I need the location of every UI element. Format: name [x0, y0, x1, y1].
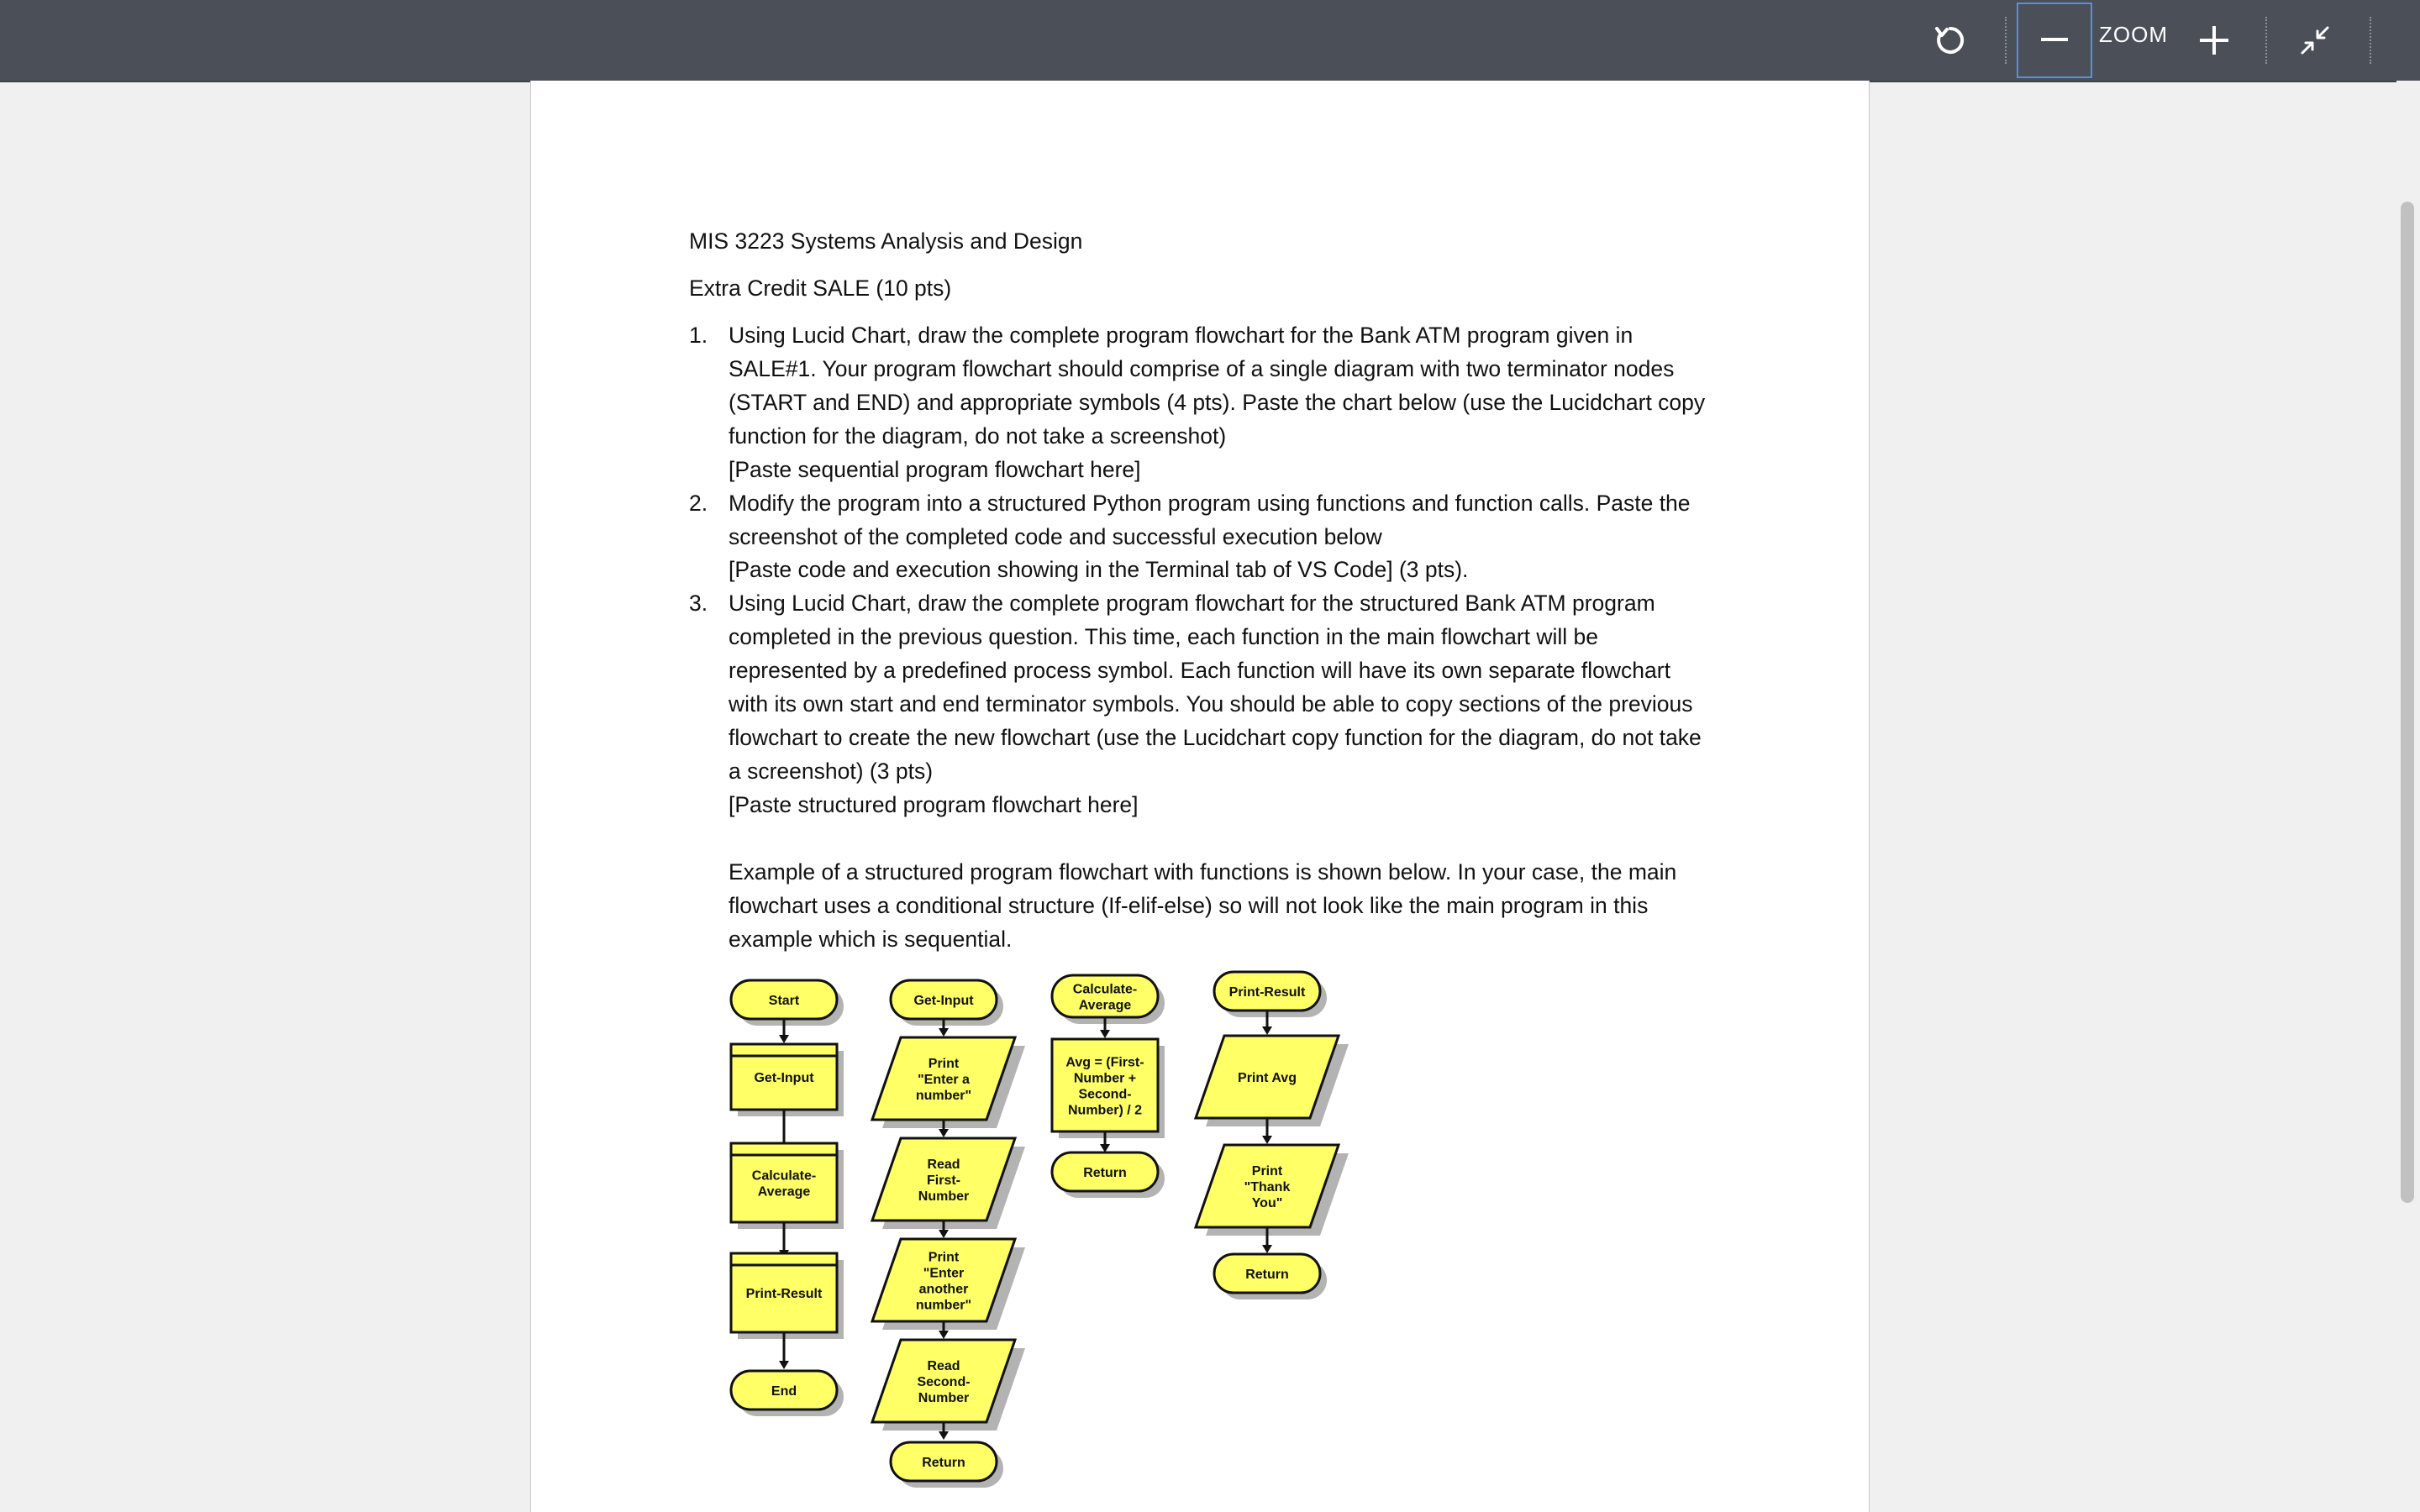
- list-item-line: a screenshot) (3 pts): [729, 759, 934, 784]
- flowchart-label: Read Second-Number: [917, 1359, 971, 1405]
- list-item-line: [Paste structured program flowchart here]: [729, 792, 1139, 817]
- arrow-head: [1262, 1136, 1272, 1144]
- viewer-toolbar: [0, 0, 2420, 82]
- flowchart-label: Return: [1083, 1166, 1127, 1180]
- list-item-line: screenshot of the completed code and successful execution below: [729, 524, 1382, 549]
- exit-fullscreen-button[interactable]: [2287, 10, 2343, 71]
- flowchart-label: Return: [922, 1456, 965, 1470]
- course-title: MIS 3223 Systems Analysis and Design: [689, 228, 1083, 254]
- arrow-head: [939, 1129, 949, 1137]
- flowchart-label: End: [771, 1384, 797, 1399]
- arrow-head: [779, 1361, 789, 1369]
- list-number: 1.: [689, 323, 708, 348]
- list-item-line: function for the diagram, do not take a screenshot): [729, 423, 1227, 449]
- flowchart-label: Get-Input: [913, 994, 974, 1008]
- list-item-line: Using Lucid Chart, draw the complete program flowchart for the Bank ATM program given in: [729, 323, 1634, 348]
- list-item-line: [Paste sequential program flowchart here]: [729, 457, 1141, 482]
- flowchart-label: Print "Enter another number": [915, 1250, 972, 1313]
- list-item-line: [Paste code and execution showing in the Terminal tab of VS Code] (3 pts).: [729, 557, 1469, 582]
- arrow-head: [1100, 1030, 1110, 1038]
- zoom-label: ZOOM: [2099, 22, 2168, 47]
- flowchart-label: Get-Input: [754, 1071, 814, 1085]
- arrow-head: [939, 1230, 949, 1238]
- collapse-icon: [2299, 24, 2331, 56]
- toolbar-divider: [2265, 17, 2267, 64]
- flowchart-label: Print-Result: [745, 1287, 823, 1301]
- flowchart-label: Print-Result: [1228, 985, 1306, 1000]
- scrollbar-thumb[interactable]: [2401, 202, 2414, 1203]
- arrow-head: [939, 1431, 949, 1440]
- flowchart-label: Print "Thank You": [1244, 1164, 1291, 1210]
- flowchart-label: Read First-Number: [918, 1158, 970, 1204]
- flowchart-label: Print Avg: [1238, 1071, 1297, 1085]
- example-flowchart: [725, 966, 1364, 1504]
- assignment-title: Extra Credit SALE (10 pts): [689, 276, 952, 301]
- arrow-head: [1262, 1245, 1272, 1253]
- minus-icon: [2041, 38, 2068, 43]
- flowchart-label: Calculate-Average: [1072, 982, 1138, 1013]
- list-item-line: flowchart to create the new flowchart (use the Lucidchart copy function for the diagram, do not take: [729, 725, 1702, 750]
- flowchart-label: Avg = (First-Number + Second-Number) / 2: [1065, 1055, 1144, 1118]
- zoom-in-button[interactable]: [2186, 10, 2242, 71]
- flowchart-label: Start: [768, 994, 800, 1008]
- toolbar-divider: [2370, 17, 2371, 64]
- list-number: 2.: [689, 491, 708, 516]
- flowchart-label: Print "Enter a number": [915, 1057, 972, 1103]
- list-item-line: represented by a predefined process symbol. Each function will have its own separate flowchart: [729, 658, 1670, 683]
- arrow-head: [779, 1035, 789, 1043]
- list-item-line: SALE#1. Your program flowchart should comprise of a single diagram with two terminator nodes: [729, 356, 1675, 381]
- arrow-head: [939, 1028, 949, 1037]
- list-item-line: Modify the program into a structured Python program using functions and function calls. Paste the: [729, 491, 1691, 516]
- list-item-line: completed in the previous question. This time, each function in the main flowchart will be: [729, 624, 1599, 649]
- zoom-out-button[interactable]: [2017, 3, 2092, 78]
- list-number: 3.: [689, 591, 708, 616]
- rotate-button[interactable]: [1924, 10, 1976, 71]
- plus-icon: [2200, 26, 2228, 55]
- rotate-icon: [1933, 24, 1967, 57]
- arrow-head: [939, 1331, 949, 1339]
- example-line: Example of a structured program flowchart with functions is shown below. In your case, the main: [729, 859, 1677, 885]
- flowchart-label: Calculate-Average: [751, 1168, 817, 1200]
- arrow-head: [1262, 1026, 1272, 1035]
- example-line: example which is sequential.: [729, 927, 1013, 952]
- list-item-line: (START and END) and appropriate symbols (4 pts). Paste the chart below (use the Lucidchart copy: [729, 390, 1706, 415]
- list-item-line: Using Lucid Chart, draw the complete program flowchart for the structured Bank ATM program: [729, 591, 1655, 616]
- list-item-line: with its own start and end terminator symbols. You should be able to copy sections of the previous: [729, 691, 1693, 717]
- example-line: flowchart uses a conditional structure (If-elif-else) so will not look like the main program in this: [729, 893, 1649, 918]
- flowchart-label: Return: [1245, 1268, 1289, 1282]
- toolbar-divider: [2005, 17, 2007, 64]
